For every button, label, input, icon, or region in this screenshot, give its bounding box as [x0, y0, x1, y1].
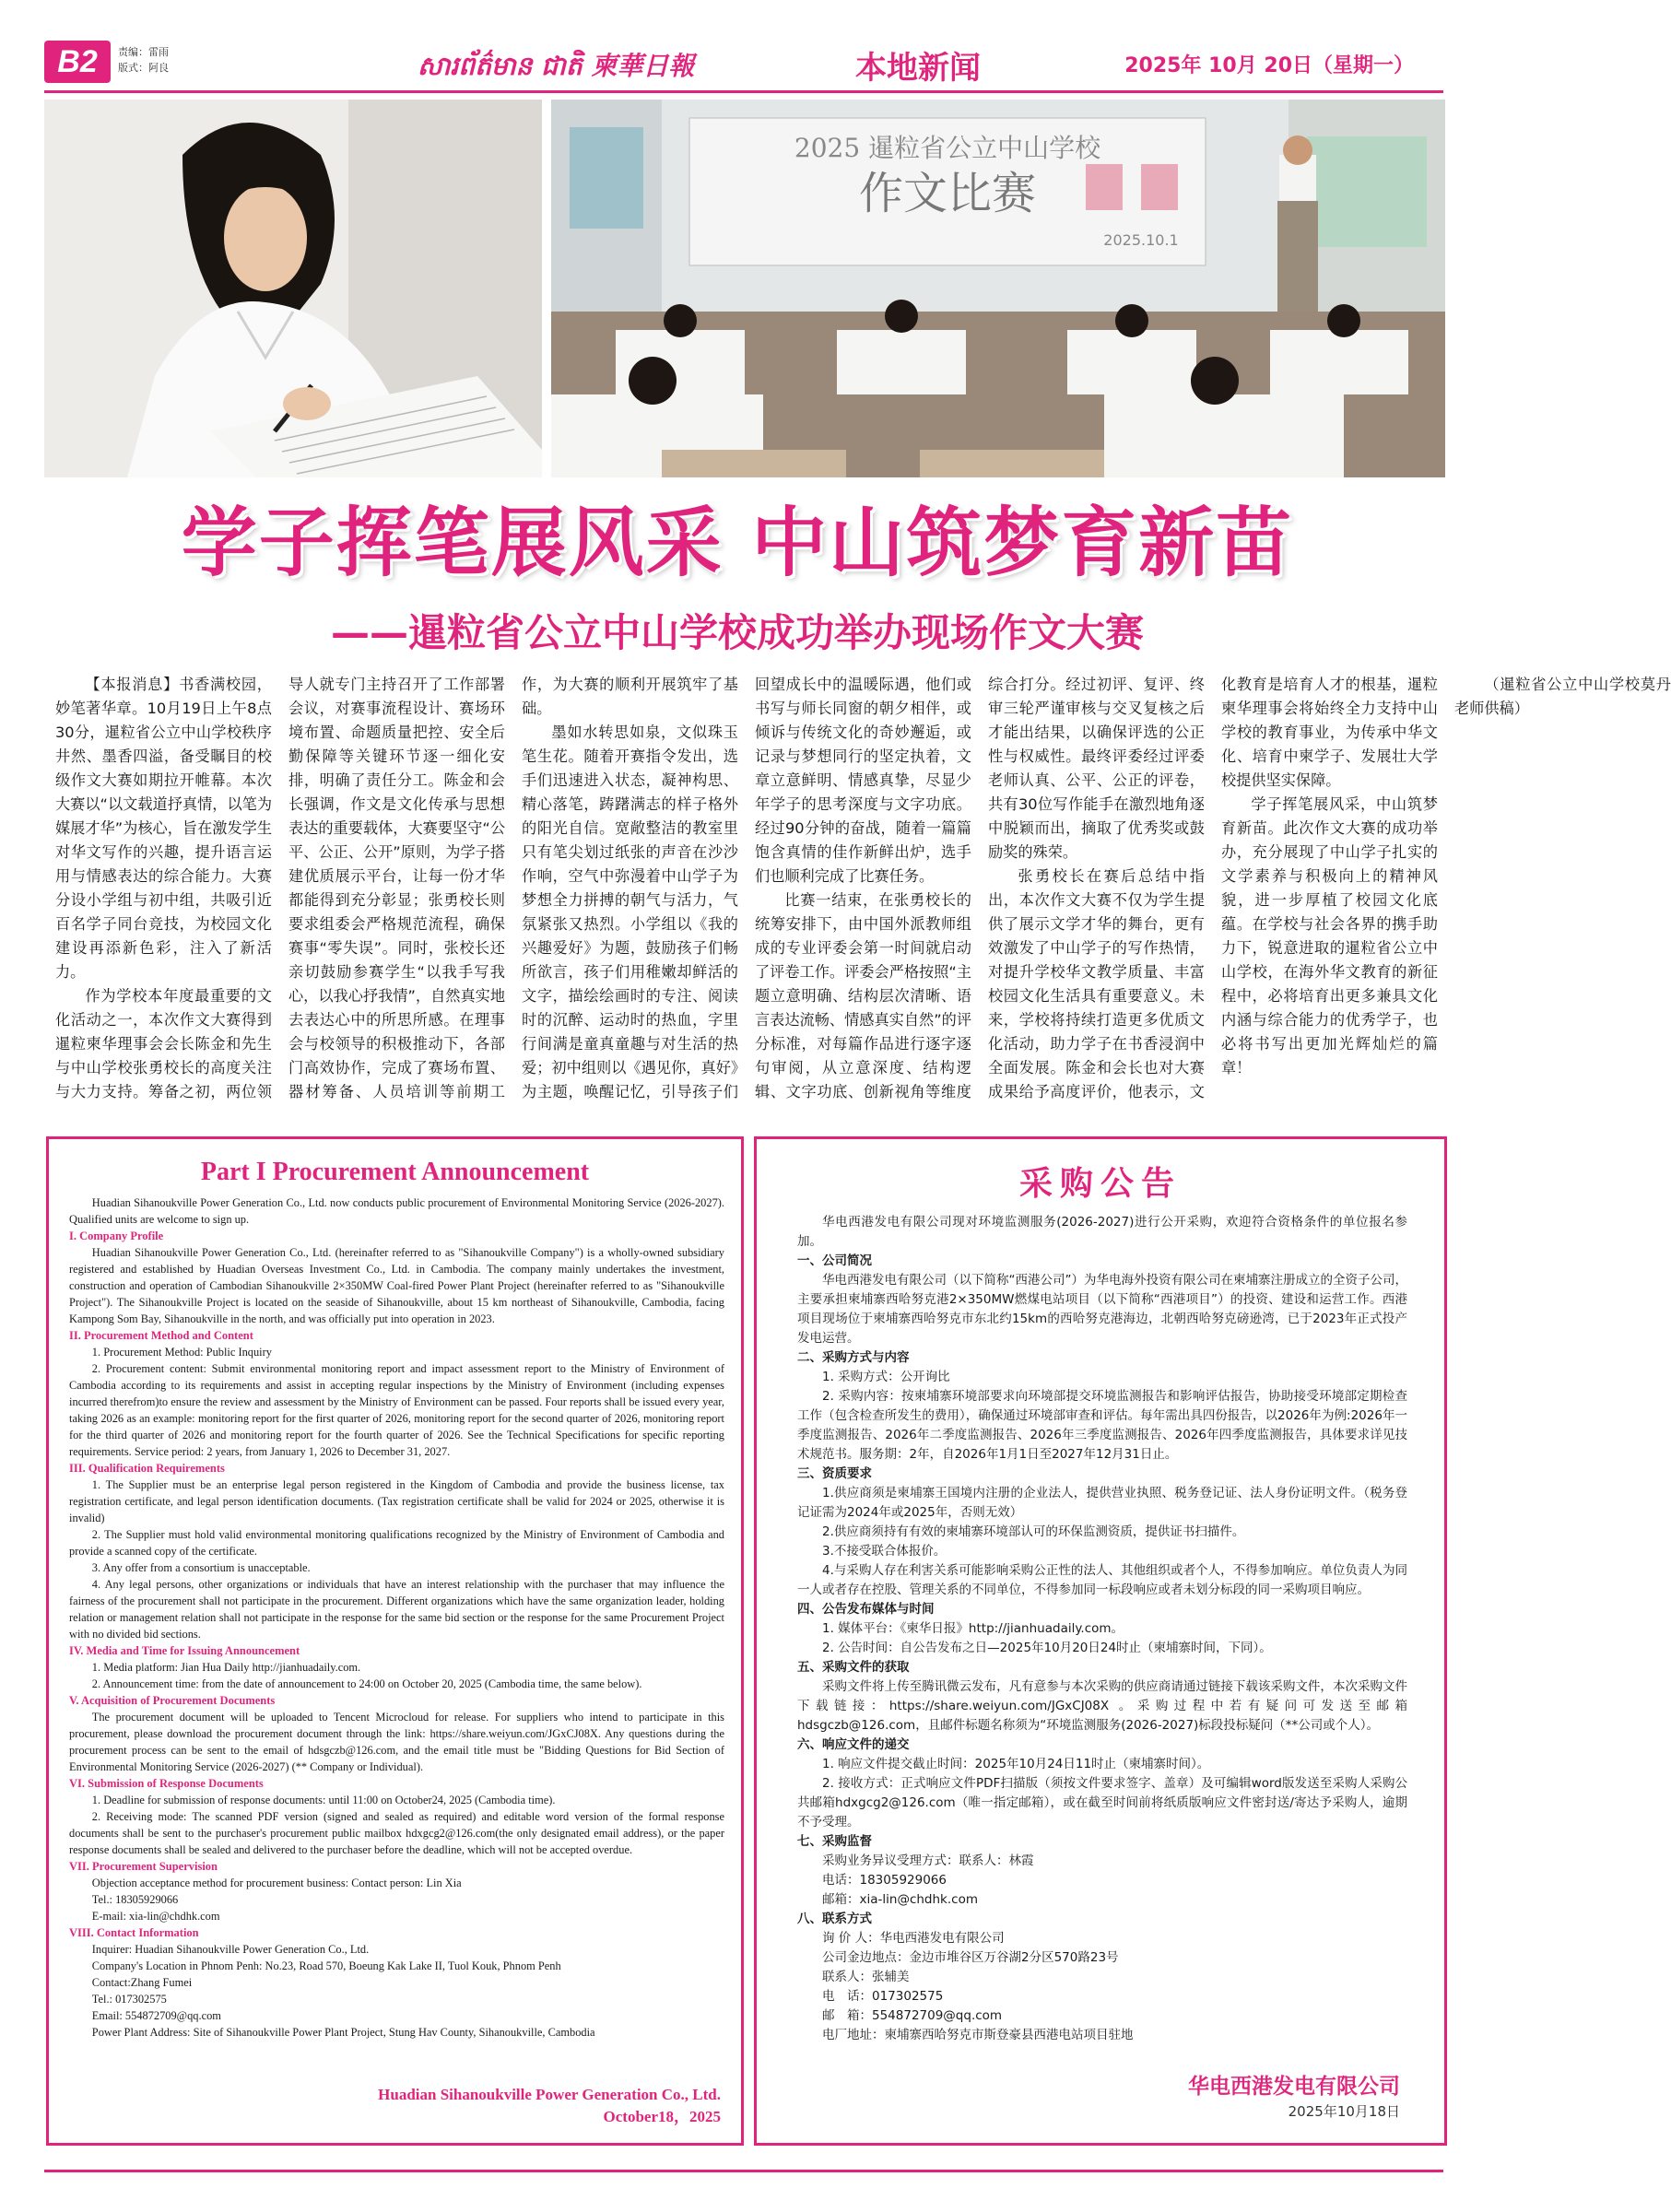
en-sign-company: Huadian Sihanoukville Power Generation Co., Ltd. [378, 2086, 721, 2103]
cn-paragraph: 1. 响应文件提交截止时间：2025年10月24日11时止（柬埔寨时间）。 [822, 1757, 1210, 1771]
en-heading: VI. Submission of Response Documents [69, 1777, 264, 1790]
article-headline: 学子挥笔展风采 中山筑梦育新苗 [181, 500, 1294, 587]
cn-heading: 五、采购文件的获取 [797, 1660, 910, 1675]
en-notice-body [69, 1194, 724, 2041]
en-heading: II. Procurement Method and Content [69, 1329, 253, 1342]
cn-heading: 六、响应文件的递交 [797, 1737, 910, 1752]
en-paragraph: Inquirer: Huadian Sihanoukville Power Generation Co., Ltd. [91, 1943, 370, 1956]
cn-paragraph: 华电西港发电有限公司（以下简称“西港公司”）为华电海外投资有限公司在柬埔寨注册成立的全资子公司，主要承担柬埔寨西哈努克港2×350MW燃煤电站项目（以下简称“西港项目”）的投资、建设和运营工作。西港项目现场位于柬埔寨西哈努克市东北约15km的西哈努克港海边，北朝西哈努克磅逊湾，已于2023年正式投产发电运营。 [797, 1273, 1407, 1346]
en-paragraph: Contact:Zhang Fumei [91, 1976, 193, 1989]
cn-paragraph: 1. 采购方式：公开询比 [822, 1370, 950, 1384]
cn-paragraph: 3.不接受联合体报价。 [822, 1544, 947, 1559]
editor-credits [118, 44, 169, 76]
cn-paragraph: 邮箱：xia-lin@chdhk.com [822, 1892, 978, 1907]
en-paragraph: 2. Receiving mode: The scanned PDF version (signed and sealed as required) and editable word version of the formal response documents shall be sent to the purchaser's procurement public mailbox hdxgcg2@126.com(the only designated email address), or the paper response documents shall be sealed and delivered to the purchaser before the deadline, which will not be accepted overdue. [69, 1810, 724, 1856]
en-heading: III. Qualification Requirements [69, 1462, 225, 1475]
header-divider [44, 90, 1443, 93]
cn-paragraph: 电厂地址：柬埔寨西哈努克市斯登豪县西港电站项目驻地 [822, 2028, 1134, 2042]
en-heading: V. Acquisition of Procurement Documents [69, 1694, 276, 1707]
cn-paragraph: 1.供应商须是柬埔寨王国境内注册的企业法人，提供营业执照、税务登记证、法人身份证明文件。（税务登记证需为2024年或2025年，否则无效） [797, 1486, 1407, 1520]
article-paragraph: 作为学校本年度最重要的文化活动之一，本次作文大赛得到暹粒柬华理事会会长陈金和先生与中山学校张勇校长的高度关注与大力支持。筹备之初，两位领导人就专门主持召开了工作部署会议，对赛事流程设计、赛场环境布置、命题质量把控、安全后勤保障等关键环节逐一细化安排，明确了责任分工。陈金和会长强调，作文是文化传承与思想表达的重要载体，大赛要坚守“公平、公正、公开”原则，为学子搭建优质展示平台，让每一份才华都能得到充分彰显；张勇校长则要求组委会严格规范流程，确保赛事“零失误”。同时，张校长还亲切鼓励参赛学生“以我手写我心，以我心抒我情”，自然真实地去表达心中的所思所感。在理事会与校领导的积极推动下，各部门高效协作，完成了赛场布置、器材筹备、人员培训等前期工作，为大赛的顺利开展筑牢了基础。 [55, 676, 738, 1100]
cn-paragraph: 电话：18305929066 [822, 1873, 947, 1888]
en-heading: I. Company Profile [69, 1230, 164, 1242]
english-procurement-notice [46, 1136, 744, 2146]
en-paragraph: 4. Any legal persons, other organizations or individuals that have an interest relationship with the purchaser that may influence the fairness of the procurement shall not participate in the procurement. Different organizations which have the same organization leader, holding relation or management relation shall not participate in the response for the same bid section or the response for the same Procurement Project with no divided bid sections. [69, 1578, 724, 1641]
cn-heading: 七、采购监督 [797, 1834, 872, 1849]
page-header [44, 41, 1445, 87]
student-writing-photo [44, 100, 542, 477]
classroom-illustration [551, 100, 1445, 477]
en-paragraph: E-mail: xia-lin@chdhk.com [91, 1910, 220, 1923]
cn-intro: 华电西港发电有限公司现对环境监测服务(2026-2027)进行公开采购，欢迎符合资格条件的单位报名参加。 [797, 1215, 1407, 1249]
cn-paragraph: 2. 采购内容：按柬埔寨环境部要求向环境部提交环境监测报告和影响评估报告，协助接受环境部定期检查工作（包含检查所发生的费用），确保通过环境部审查和评估。每年需出具四份报告，以2026年为例:2026年一季度监测报告、2026年二季度监测报告、2026年三季度监测报告、2026年四季度监测报告，具体要求详见技术规范书。服务期：2年，自2026年1月1日至2027年12月31日止。 [797, 1389, 1407, 1462]
cn-notice-body [797, 1213, 1407, 2045]
en-paragraph: 3. Any offer from a consortium is unacceptable. [91, 1561, 311, 1574]
en-signature [378, 2084, 721, 2128]
editor-line: 责编：雷雨 [118, 46, 169, 58]
section-title: 本地新闻 [855, 50, 981, 87]
newspaper-masthead: សារព័ត៌មាន ជាតិ 柬華日報 [418, 51, 695, 81]
cn-heading: 三、资质要求 [797, 1466, 872, 1481]
cn-paragraph: 联系人：张辅美 [822, 1970, 910, 1984]
cn-paragraph: 2. 接收方式：正式响应文件PDF扫描版（须按文件要求签字、盖章）及可编辑word版发送至采购人采购公共邮箱hdxgcg2@126.com（唯一指定邮箱），或在截至时间前将纸质版响应文件密封送/寄达予采购人，逾期不予受理。 [797, 1776, 1408, 1830]
cn-paragraph: 邮 箱：554872709@qq.com [822, 2008, 1003, 2023]
board-line-1: 2025 暹粒省公立中山学校 [794, 133, 1101, 163]
article-paragraph: 比赛一结束，在张勇校长的统筹安排下，由中国外派教师组成的专业评委会第一时间就启动了评卷工作。评委会严格按照“主题立意明确、结构层次清晰、语言表达流畅、情感真实自然”的评分标准，对每篇作品进行逐字逐句审阅，从立意深度、结构逻辑、文字功底、创新视角等维度综合打分。经过初评、复评、终审三轮严谨审核与交叉复核之后才能出结果，以确保评选的公正性与权威性。最终评委经过评委老师认真、公平、公正的评卷，共有30位写作能手在激烈地角逐中脱颖而出，摘取了优秀奖或鼓励奖的殊荣。 [755, 676, 1205, 1100]
cn-paragraph: 询 价 人：华电西港发电有限公司 [822, 1931, 1005, 1946]
cn-heading: 二、采购方式与内容 [797, 1350, 910, 1365]
article-paragraph: 张勇校长在赛后总结中指出，本次作文大赛不仅为学生提供了展示文学才华的舞台，更有效激发了中山学子的写作热情，对提升学校华文教学质量、丰富校园文化生活具有重要意义。未来，学校将持续打造更多优质文化活动，助力学子在书香浸润中全面发展。陈金和会长也对大赛成果给予高度评价，他表示，文化教育是培育人才的根基，暹粒柬华理事会将始终全力支持中山学校的教育事业，为传承中华文化、培育中柬学子、发展壮大学校提供坚实保障。 [988, 676, 1438, 1100]
footer-divider [44, 2170, 1443, 2172]
en-paragraph: 2. Procurement content: Submit environmental monitoring report and impact assessment report to the Ministry of Environment of Cambodia according to its requirements and assist in accepting regular inspections by the Ministry of Environment (including expenses incurred therefrom)to ensure the review and assessment by the Ministry of Environment can be passed. Four reports shall be issued every year, taking 2026 as an example: monitoring report for the first quarter of 2026, monitoring report for the second quarter of 2026, monitoring report for the third quarter of 2026 and monitoring report for the fourth quarter of 2026. See the Technical Specifications for specific reporting requirements. Service period: 2 years, from January 1, 2026 to December 31, 2027. [69, 1362, 724, 1458]
issue-date: 2025年 10月 20日（星期一） [1124, 54, 1414, 77]
cn-sign-date: 2025年10月18日 [1288, 2103, 1400, 2120]
en-paragraph: 2. Announcement time: from the date of announcement to 24:00 on October 20, 2025 (Cambodia time, the same below). [91, 1677, 642, 1690]
cn-paragraph: 2.供应商须持有有效的柬埔寨环境部认可的环保监测资质，提供证书扫描件。 [822, 1524, 1245, 1539]
en-heading: IV. Media and Time for Issuing Announcement [69, 1644, 300, 1657]
en-paragraph: 2. The Supplier must hold valid environmental monitoring qualifications recognized by the Ministry of Environment of Cambodia and provide a scanned copy of the certificate. [69, 1528, 724, 1558]
cn-paragraph: 4.与采购人存在利害关系可能影响采购公正性的法人、其他组织或者个人，不得参加响应。单位负责人为同一人或者存在控股、管理关系的不同单位，不得参加同一标段响应或者未划分标段的同一采购项目响应。 [797, 1563, 1407, 1597]
en-paragraph: 1. The Supplier must be an enterprise legal person registered in the Kingdom of Cambodia and provide the business license, tax registration certificate, and legal person identification documents. (Tax registration certificate shall be valid for 2024 or 2025, otherwise it is invalid) [69, 1478, 724, 1524]
cn-paragraph: 1. 媒体平台：《柬华日报》http://jianhuadaily.com。 [822, 1621, 1124, 1636]
en-heading: VIII. Contact Information [69, 1926, 199, 1939]
article-paragraph: 学子挥笔展风采，中山筑梦育新苗。此次作文大赛的成功举办，充分展现了中山学子扎实的文学素养与积极向上的精神风貌，进一步厚植了校园文化底蕴。在学校与社会各界的携手助力下，锐意进取的暹粒省公立中山学校，在海外华文教育的新征程中，必将培育出更多兼具文化内涵与综合能力的优秀学子，也必将书写出更加光辉灿烂的篇章！ [1221, 795, 1438, 1077]
cn-paragraph: 公司金边地点：金边市堆谷区万谷湖2分区570路23号 [822, 1950, 1119, 1965]
en-paragraph: Objection acceptance method for procurement business: Contact person: Lin Xia [91, 1877, 462, 1889]
layout-line: 版式：阿良 [118, 62, 169, 74]
en-paragraph: Company's Location in Phnom Penh: No.23, Road 570, Boeung Kak Lake II, Tuol Kouk, Phnom Penh [91, 1959, 561, 1972]
article-paragraph: 墨如水转思如泉，文似珠玉笔生花。随着开赛指令发出，选手们迅速进入状态，凝神构思、精心落笔，踌躇满志的样子格外的阳光自信。宽敞整洁的教室里只有笔尖划过纸张的声音在沙沙作响，空气中弥漫着中山学子为梦想全力拼搏的朝气与活力，气氛紧张又热烈。小学组以《我的兴趣爱好》为题，鼓励孩子们畅所欲言，孩子们用稚嫩却鲜活的文字，描绘绘画时的专注、阅读时的沉醉、运动时的热血，字里行间满是童真童趣与对生活的热爱；初中组则以《遇见你，真好》为主题，唤醒记忆，引导孩子们回望成长中的温暖际遇，他们或书写与师长同窗的朝夕相伴，或倾诉与传统文化的奇妙邂逅，或记录与梦想同行的坚定执着，文章立意鲜明、情感真挚，尽显少年学子的思考深度与文字功底。经过90分钟的奋战，随着一篇篇饱含真情的佳作新鲜出炉，选手们也顺利完成了比赛任务。 [522, 676, 971, 1100]
article-subheadline: ——暹粒省公立中山学校成功举办现场作文大赛 [330, 610, 1144, 655]
en-notice-title: Part I Procurement Announcement [200, 1158, 590, 1186]
board-line-2: 作文比赛 [858, 168, 1037, 219]
en-sign-date: October18，2025 [603, 2108, 721, 2125]
chinese-procurement-notice [754, 1136, 1447, 2146]
board-line-3: 2025.10.1 [1103, 231, 1179, 249]
cn-heading: 一、公司简况 [797, 1253, 872, 1268]
en-paragraph: Email: 554872709@qq.com [91, 2009, 221, 2022]
cn-sign-company: 华电西港发电有限公司 [1188, 2075, 1400, 2099]
classroom-exam-photo [551, 100, 1445, 477]
cn-paragraph: 2. 公告时间：自公告发布之日—2025年10月20日24时止（柬埔寨时间，下同）。 [822, 1641, 1272, 1655]
cn-paragraph: 采购文件将上传至腾讯微云发布，凡有意参与本次采购的供应商请通过链接下载该采购文件，本次采购文件下载链接：https://share.weiyun.com/JGxCJ08X 。采购过程中若有疑问可发送至邮箱hdsgczb@126.com，且邮件标题名称须为“环境监测服务(2026-2027)标段投标疑问（**公司或个人）。 [797, 1679, 1407, 1733]
cn-paragraph: 采购业务异议受理方式：联系人：林霞 [822, 1853, 1034, 1868]
en-paragraph: The procurement document will be uploaded to Tencent Microcloud for release. For suppliers who intend to participate in this procurement, please download the procurement document through the link: https://share.weiyun.com/JGxCJ08X. Any questions during the procurement process can be sent to the email of hdsgczb@126.com, and the email title must be "Bidding Questions for Bid Section of Environmental Monitoring Service (2026-2027) (** Company or Individual). [69, 1711, 724, 1773]
en-paragraph: Power Plant Address: Site of Sihanoukville Power Plant Project, Stung Hav County, Sihanoukville, Cambodia [91, 2026, 595, 2039]
student-writing-illustration [44, 100, 542, 477]
page-number-badge: B2 [44, 41, 111, 83]
en-paragraph: 1. Media platform: Jian Hua Daily http://jianhuadaily.com. [91, 1661, 361, 1674]
article-credit: （暹粒省公立中山学校莫丹老师供稿） [1454, 676, 1671, 717]
article-body [55, 673, 1671, 1115]
cn-heading: 八、联系方式 [797, 1912, 872, 1926]
cn-heading: 四、公告发布媒体与时间 [797, 1602, 935, 1617]
cn-signature [1188, 2069, 1400, 2121]
cn-paragraph: 电 话：017302575 [822, 1989, 944, 2004]
en-paragraph: 1. Procurement Method: Public Inquiry [91, 1346, 272, 1359]
en-intro: Huadian Sihanoukville Power Generation Co., Ltd. now conducts public procurement of Environmental Monitoring Service (2026-2027). Qualified units are welcome to sign up. [69, 1196, 724, 1226]
en-paragraph: 1. Deadline for submission of response documents: until 11:00 on October24, 2025 (Cambodia time). [91, 1794, 556, 1806]
en-heading: VII. Procurement Supervision [69, 1860, 218, 1873]
en-paragraph: Huadian Sihanoukville Power Generation Co., Ltd. (hereinafter referred to as "Sihanoukville Company") is a wholly-owned subsidiary registered and established by Huadian Overseas Investment Co., Ltd. in Cambodia. The company mainly undertakes the investment, construction and operation of Cambodian Sihanoukville 2×350MW Coal-fired Power Plant Project (hereinafter referred to as "Sihanoukville Project"). The Sihanoukville Project is located on the seaside of Sihanoukville, about 15 km northeast of Sihanoukville, Cambodia, facing Kampong Som Bay, Sihanoukville in the north, and was officially put into operation in 2023. [69, 1246, 724, 1325]
cn-notice-title: 采购公告 [1018, 1165, 1182, 1203]
en-paragraph: Tel.: 18305929066 [91, 1893, 179, 1906]
en-paragraph: Tel.: 017302575 [91, 1993, 167, 2006]
article-paragraph: 【本报消息】书香满校园，妙笔著华章。10月19日上午8点30分，暹粒省公立中山学校秩序井然、墨香四溢，备受瞩目的校级作文大赛如期拉开帷幕。本次大赛以“以文载道抒真情，以笔为媒展才华”为核心，旨在激发学生对华文写作的兴趣，提升语言运用与情感表达的综合能力。大赛分设小学组与初中组，共吸引近百名学子同台竞技，为校园文化建设再添新色彩，注入了新活力。 [55, 676, 273, 981]
